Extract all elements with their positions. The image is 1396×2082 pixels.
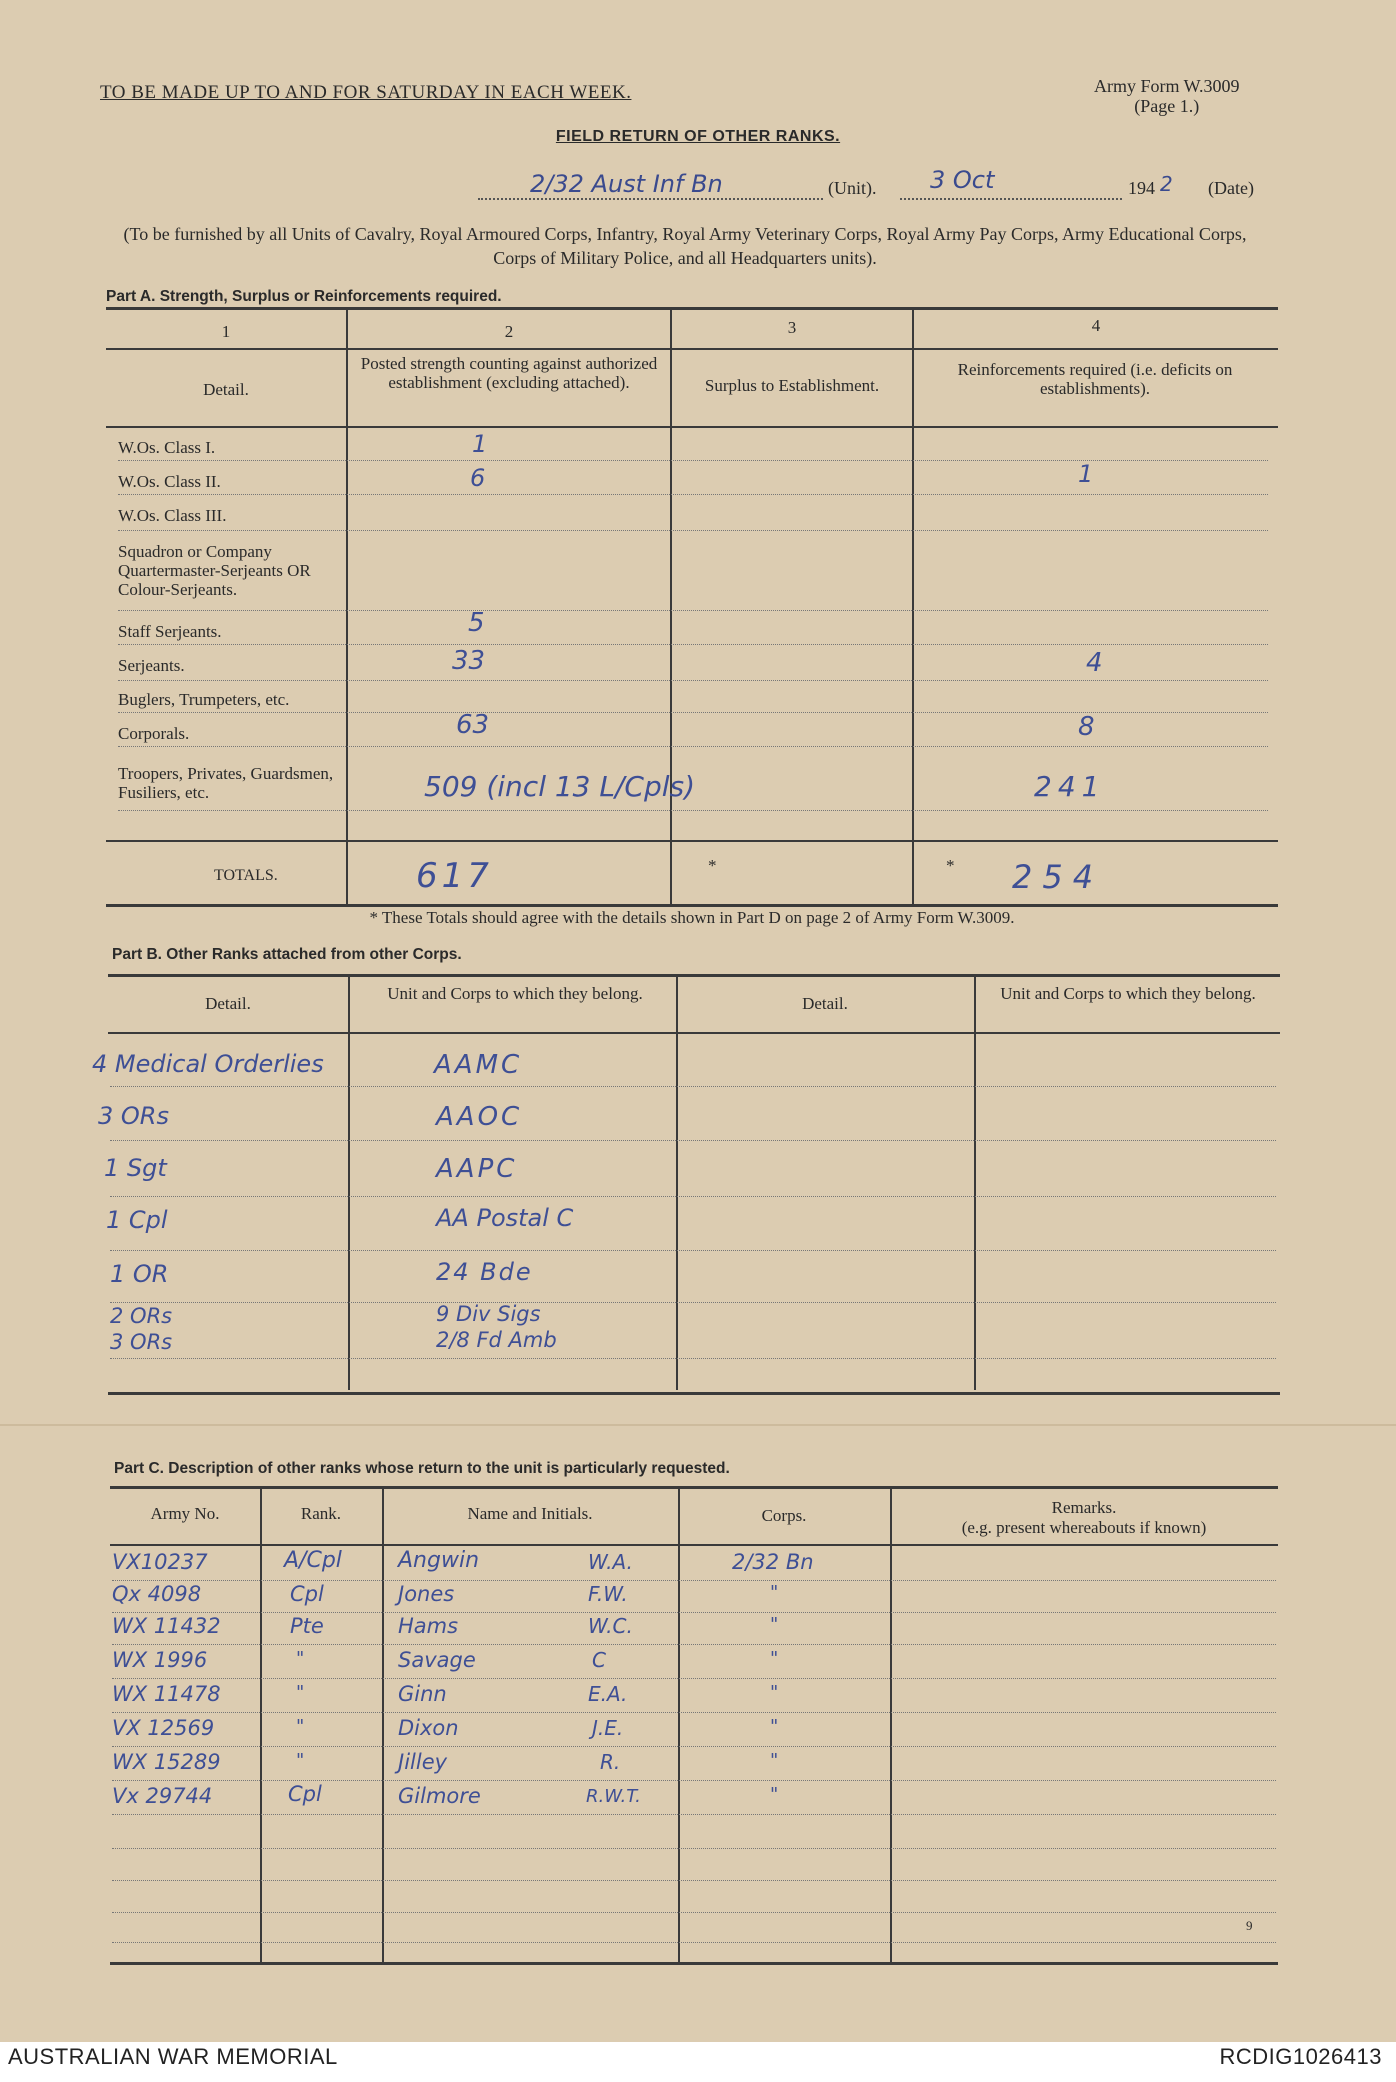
part-c-row-initials: R. — [600, 1750, 621, 1774]
part-b-row-unit: AAOC — [436, 1102, 523, 1132]
part-a-row-label: Squadron or Company Quartermaster-Serjeants OR Colour-Serjeants. — [118, 542, 311, 599]
part-a-row-label: W.Os. Class I. — [118, 438, 216, 457]
part-b-vline-3 — [974, 976, 976, 1390]
part-c-row-corps: " — [770, 1784, 779, 1805]
row-divider — [118, 644, 1268, 645]
row-divider — [112, 1780, 1276, 1781]
date-value: 3 Oct — [930, 166, 995, 194]
part-a-vline-2 — [670, 309, 672, 905]
part-a-col-3-number: 3 — [787, 318, 797, 337]
part-c-header-rule — [110, 1544, 1278, 1546]
part-c-bottom-rule — [110, 1962, 1278, 1965]
part-b-header-unit-2: Unit and Corps to which they belong. — [1000, 984, 1256, 1003]
part-c-row-corps: " — [770, 1582, 779, 1603]
applicability-note: (To be furnished by all Units of Cavalry, Royal Armoured Corps, Infantry, Royal Army Veterinary Corps, Royal Army Pay Corps, Army Educational Corps, Corps of Military Police, and all Headquarters units). — [123, 224, 1247, 268]
part-b-row-unit: 9 Div Sigs — [436, 1302, 541, 1326]
part-c-header-name: Name and Initials. — [467, 1504, 593, 1523]
part-c-row-initials: W.A. — [588, 1550, 633, 1574]
row-divider — [110, 1250, 1276, 1251]
part-a-header-strength: Posted strength counting against authorized establishment (excluding attached). — [360, 354, 658, 392]
part-c-header-remarks: Remarks. — [1051, 1498, 1117, 1517]
part-a-totals-rule — [106, 840, 1278, 842]
row-divider — [110, 1140, 1276, 1141]
part-c-row-corps: " — [770, 1716, 779, 1737]
part-b-title: Part B. Other Ranks attached from other Corps. — [112, 946, 462, 963]
part-c-row-name: Hams — [398, 1614, 459, 1638]
part-a-row-label: Corporals. — [118, 724, 190, 743]
part-a-row-reinf: 8 — [1078, 712, 1095, 742]
unit-label: (Unit). — [828, 178, 877, 198]
part-b-row-unit: AA Postal C — [436, 1204, 574, 1232]
row-divider — [118, 712, 1268, 713]
part-b-vline-2 — [676, 976, 678, 1390]
row-divider — [112, 1712, 1276, 1713]
part-a-row-reinf: 4 — [1086, 648, 1103, 678]
part-c-row-corps: " — [770, 1750, 779, 1771]
part-c-row-name: Jilley — [398, 1750, 448, 1774]
part-a-header-rule — [106, 426, 1278, 428]
part-a-header-surplus: Surplus to Establishment. — [704, 376, 880, 395]
row-divider — [118, 610, 1268, 611]
part-c-row-initials: R.W.T. — [586, 1786, 641, 1807]
row-divider — [112, 1746, 1276, 1747]
part-c-row-corps: " — [770, 1648, 779, 1669]
part-c-vline-2 — [382, 1488, 384, 1962]
part-c-row-corps: 2/32 Bn — [732, 1550, 814, 1574]
part-a-totals-label: TOTALS. — [214, 867, 278, 884]
part-b-row-detail: 3 ORs — [110, 1330, 173, 1354]
part-a-row-strength: 6 — [470, 464, 486, 492]
part-a-top-rule — [106, 307, 1278, 310]
part-c-row-rank: " — [296, 1648, 305, 1669]
part-c-row-corps: " — [770, 1682, 779, 1703]
part-b-header-unit-1: Unit and Corps to which they belong. — [387, 984, 643, 1003]
row-divider — [112, 1580, 1276, 1581]
part-c-row-initials: C — [592, 1648, 606, 1672]
row-divider — [110, 1196, 1276, 1197]
year-prefix: 194 — [1128, 178, 1155, 198]
part-c-row-rank: " — [296, 1750, 305, 1771]
part-a-reinf-star: * — [946, 856, 955, 875]
footer-institution: AUSTRALIAN WAR MEMORIAL — [8, 2044, 338, 2069]
part-a-col-4-number: 4 — [1091, 316, 1101, 335]
part-c-row-name: Gilmore — [398, 1784, 481, 1808]
part-c-vline-1 — [260, 1488, 262, 1962]
header-instruction: TO BE MADE UP TO AND FOR SATURDAY IN EACH WEEK. — [100, 82, 632, 103]
part-a-totals-strength: 617 — [416, 856, 493, 896]
part-a-row-reinf: 1 — [1078, 460, 1094, 488]
part-a-vline-3 — [912, 309, 914, 905]
part-b-row-detail: 2 ORs — [110, 1304, 173, 1328]
part-c-row-rank: " — [296, 1716, 305, 1737]
part-b-row-detail: 1 Sgt — [104, 1154, 167, 1182]
row-divider — [118, 494, 1268, 495]
part-c-vline-4 — [890, 1488, 892, 1962]
part-b-bottom-rule — [108, 1392, 1280, 1395]
part-c-row-army-no: Qx 4098 — [112, 1582, 202, 1606]
row-divider — [118, 810, 1268, 811]
form-page-text: (Page 1.) — [1134, 96, 1200, 116]
part-c-top-rule — [110, 1486, 1278, 1489]
row-divider — [118, 530, 1268, 531]
row-divider — [118, 680, 1268, 681]
part-c-row-name: Ginn — [398, 1682, 447, 1706]
part-b-vline-1 — [348, 976, 350, 1390]
part-a-footnote: * These Totals should agree with the details shown in Part D on page 2 of Army Form W.3009. — [369, 908, 1015, 927]
unit-value: 2/32 Aust Inf Bn — [530, 170, 723, 198]
part-c-row-initials: W.C. — [588, 1614, 633, 1638]
part-c-row-rank: Cpl — [290, 1582, 324, 1606]
part-c-row-rank: " — [296, 1682, 305, 1703]
part-a-col-2-number: 2 — [504, 322, 514, 341]
part-a-title: Part A. Strength, Surplus or Reinforcements required. — [106, 288, 502, 305]
part-a-row-label: Staff Serjeants. — [118, 622, 222, 641]
row-divider — [112, 1880, 1276, 1881]
form-title: FIELD RETURN OF OTHER RANKS. — [555, 128, 841, 145]
part-a-row-label: Troopers, Privates, Guardsmen, Fusiliers, etc. — [118, 764, 334, 802]
row-divider — [112, 1912, 1276, 1913]
row-divider — [118, 746, 1268, 747]
row-divider — [110, 1086, 1276, 1087]
part-c-row-army-no: WX 15289 — [112, 1750, 221, 1774]
part-c-row-initials: J.E. — [592, 1716, 624, 1740]
part-a-vline-1 — [346, 309, 348, 905]
part-c-row-name: Savage — [398, 1648, 476, 1672]
part-c-row-army-no: VX10237 — [112, 1550, 208, 1574]
part-c-header-rank: Rank. — [300, 1504, 342, 1523]
part-a-number-rule — [106, 348, 1278, 350]
part-c-row-corps: " — [770, 1614, 779, 1635]
part-c-row-rank: A/Cpl — [284, 1548, 342, 1573]
part-a-row-strength: 509 (incl 13 L/Cpls) — [424, 770, 696, 803]
part-a-row-strength: 33 — [452, 646, 486, 676]
row-divider — [110, 1358, 1276, 1359]
part-b-row-unit: 24 Bde — [436, 1258, 533, 1286]
part-b-row-detail: 4 Medical Orderlies — [92, 1050, 324, 1078]
part-c-row-army-no: WX 11478 — [112, 1682, 221, 1706]
part-b-row-unit: 2/8 Fd Amb — [436, 1328, 557, 1352]
form-number — [1094, 76, 1240, 116]
fold-line — [0, 1424, 1396, 1426]
part-c-row-initials: F.W. — [588, 1582, 628, 1606]
part-c-title: Part C. Description of other ranks whose return to the unit is particularly requested. — [114, 1460, 730, 1477]
date-label: (Date) — [1208, 178, 1254, 198]
row-divider — [112, 1612, 1276, 1613]
part-a-row-strength: 63 — [456, 710, 490, 740]
part-a-row-label: Buglers, Trumpeters, etc. — [118, 690, 290, 709]
part-b-row-unit: AAPC — [436, 1154, 518, 1184]
part-c-row-army-no: WX 11432 — [112, 1614, 221, 1638]
part-c-header-army-no: Army No. — [150, 1504, 220, 1523]
part-b-row-detail: 1 OR — [110, 1260, 169, 1288]
part-a-row-label: Serjeants. — [118, 656, 185, 675]
part-c-row-name: Angwin — [398, 1548, 480, 1573]
row-divider — [118, 460, 1268, 461]
part-c-row-army-no: WX 1996 — [112, 1648, 208, 1672]
part-c-row-name: Dixon — [398, 1716, 459, 1740]
footer-catalogue-id: RCDIG1026413 — [1219, 2044, 1382, 2069]
corner-mark: 9 — [1246, 1918, 1253, 1933]
part-c-row-rank: Cpl — [288, 1782, 322, 1806]
part-c-row-army-no: Vx 29744 — [112, 1784, 213, 1808]
part-a-bottom-rule — [106, 904, 1278, 907]
part-c-row-initials: E.A. — [588, 1682, 628, 1706]
form-number-text: Army Form W.3009 — [1094, 76, 1240, 96]
part-b-top-rule — [108, 974, 1280, 977]
part-c-row-army-no: VX 12569 — [112, 1716, 215, 1740]
part-a-row-reinf: 241 — [1034, 770, 1106, 803]
row-divider — [112, 1942, 1276, 1943]
part-a-row-label: W.Os. Class II. — [118, 472, 221, 491]
part-a-header-detail: Detail. — [203, 380, 249, 399]
part-a-header-reinforcements: Reinforcements required (i.e. deficits on establishments). — [957, 360, 1233, 398]
part-a-row-label: W.Os. Class III. — [118, 506, 227, 525]
part-b-header-detail-1: Detail. — [205, 994, 251, 1013]
part-a-totals-reinf: 254 — [1012, 858, 1104, 896]
part-b-row-detail: 3 ORs — [98, 1102, 169, 1130]
part-c-vline-3 — [678, 1488, 680, 1962]
part-c-row-rank: Pte — [290, 1614, 324, 1638]
part-b-row-detail: 1 Cpl — [106, 1206, 168, 1234]
part-a-row-strength: 1 — [472, 430, 488, 458]
row-divider — [112, 1848, 1276, 1849]
part-b-header-detail-2: Detail. — [802, 994, 848, 1013]
row-divider — [112, 1814, 1276, 1815]
part-c-header-corps: Corps. — [761, 1506, 807, 1525]
row-divider — [112, 1644, 1276, 1645]
part-a-col-1-number: 1 — [221, 322, 231, 341]
part-a-row-strength: 5 — [468, 608, 485, 638]
part-b-row-unit: AAMC — [434, 1050, 523, 1080]
part-c-row-name: Jones — [398, 1582, 455, 1606]
row-divider — [110, 1302, 1276, 1303]
year-suffix: 2 — [1160, 172, 1173, 196]
part-b-header-rule — [108, 1032, 1280, 1034]
row-divider — [112, 1678, 1276, 1679]
part-a-surplus-star: * — [708, 856, 717, 875]
part-c-header-remarks-sub: (e.g. present whereabouts if known) — [961, 1518, 1207, 1537]
